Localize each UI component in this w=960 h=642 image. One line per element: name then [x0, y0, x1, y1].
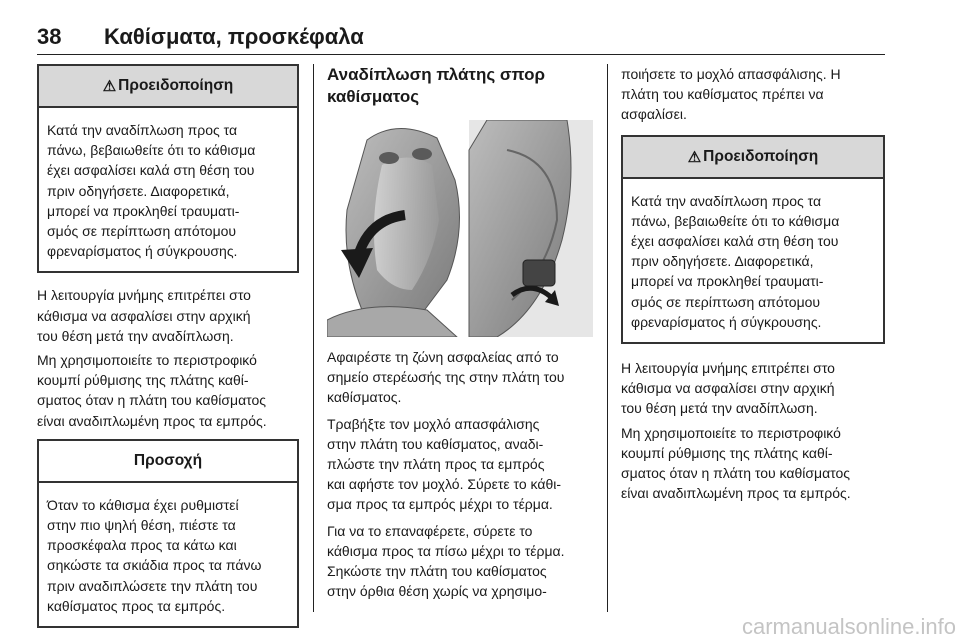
heading-line: καθίσματος — [327, 87, 420, 106]
warning-box — [37, 64, 299, 273]
text-line: Όταν το κάθισμα έχει ρυθμιστεί — [47, 496, 239, 513]
text-line: είναι αναδιπλωμένη προς τα εμπρός. — [37, 412, 267, 429]
text-line: καθίσματος προς τα εμπρός. — [47, 597, 226, 614]
text-line: πριν οδηγήσετε. Διαφορετικά, — [631, 253, 814, 270]
seat-illustration-svg — [327, 120, 593, 337]
text-line: στην πλάτη του καθίσματος, αναδι- — [327, 435, 544, 452]
text-line: σηκώστε τα σκιάδια προς τα πάνω — [47, 557, 262, 574]
text-line: Η λειτουργία μνήμης επιτρέπει στο — [37, 287, 251, 304]
column-divider — [607, 64, 608, 612]
text-line: μπορεί να προκληθεί τραυματι- — [631, 273, 824, 290]
memory-function-paragraph — [621, 358, 885, 419]
text-line: σμα προς τα εμπρός μέχρι το τέρμα. — [327, 496, 553, 513]
text-line: πάνω, βεβαιωθείτε ότι το κάθισμα — [631, 212, 840, 229]
warning-box-body — [39, 108, 297, 271]
text-line: σμός σε περίπτωση απότομου — [47, 223, 237, 240]
fold-forward-paragraph — [327, 414, 593, 515]
text-line: Η λειτουργία μνήμης επιτρέπει στο — [621, 360, 835, 377]
text-line: κουμπί ρύθμισης της πλάτης καθί- — [621, 444, 833, 461]
page-header — [37, 16, 885, 56]
restore-paragraph — [327, 521, 593, 602]
text-line: πάνω, βεβαιωθείτε ότι το κάθισμα — [47, 142, 256, 159]
text-line: πριν αναδιπλώσετε την πλάτη του — [47, 577, 258, 594]
warning-box-body — [623, 179, 883, 342]
section-title: Καθίσματα, προσκέφαλα — [104, 24, 364, 49]
text-line: μπορεί να προκληθεί τραυματι- — [47, 202, 240, 219]
header-rule — [37, 54, 885, 55]
memory-function-paragraph — [37, 285, 299, 346]
text-line: Κατά την αναδίπλωση προς τα — [47, 122, 238, 138]
warning-title: Προειδοποίηση — [118, 77, 234, 94]
text-line: σημείο στερέωσής της στην πλάτη του — [327, 369, 565, 386]
rotary-knob-paragraph — [621, 423, 885, 504]
seat-folding-illustration — [327, 120, 593, 337]
text-line: στην πιο ψηλή θέση, πιέστε τα — [47, 517, 236, 534]
text-line: Αφαιρέστε τη ζώνη ασφαλείας από το — [327, 349, 559, 365]
page-number: 38 — [37, 24, 62, 49]
caution-title: Προσοχή — [133, 451, 203, 469]
text-line: Κατά την αναδίπλωση προς τα — [631, 192, 822, 209]
remove-belt-paragraph — [327, 347, 593, 408]
text-line: πριν οδηγήσετε. Διαφορετικά, — [47, 182, 230, 199]
text-line: κάθισμα να ασφαλίσει στην αρχική — [37, 307, 251, 324]
text-line: Μη χρησιμοποιείτε το περιστροφικό — [621, 424, 841, 441]
text-line: του θέση μετά την αναδίπλωση. — [621, 400, 818, 417]
text-line: ασφαλίσει. — [621, 106, 687, 123]
text-line: σματος όταν η πλάτη του καθίσματος — [621, 465, 851, 482]
heading-line: Αναδίπλωση πλάτης σπορ — [327, 65, 546, 84]
text-line: Μη χρησιμοποιείτε το περιστροφικό — [37, 352, 257, 369]
watermark: carmanualsonline.info — [741, 614, 956, 639]
text-line: και αφήστε τον μοχλό. Σύρετε το κάθι- — [327, 476, 562, 493]
caution-box-header — [39, 441, 297, 483]
text-line: είναι αναδιπλωμένη προς τα εμπρός. — [621, 485, 851, 502]
text-line: φρεναρίσματος ή σύγκρουσης. — [631, 313, 822, 330]
column-left — [37, 64, 299, 640]
text-line: Σηκώστε την πλάτη του καθίσματος — [327, 563, 547, 580]
headrest-cutout — [412, 148, 432, 160]
text-line: φρεναρίσματος ή σύγκρουσης. — [47, 243, 238, 260]
text-line: Τραβήξτε τον μοχλό απασφάλισης — [327, 415, 540, 432]
text-line: ποιήσετε το μοχλό απασφάλισης. Η — [621, 66, 841, 82]
text-line: πλώστε την πλάτη προς τα εμπρός — [327, 456, 545, 473]
column-right — [621, 64, 885, 507]
text-line: καθίσματος. — [327, 389, 402, 406]
release-lever-icon — [523, 260, 555, 286]
headrest-cutout — [379, 152, 399, 164]
text-line: προσκέφαλα προς τα κάτω και — [47, 537, 237, 554]
text-line: Για να το επαναφέρετε, σύρετε το — [327, 522, 533, 539]
text-line: πλάτη του καθίσματος πρέπει να — [621, 86, 824, 103]
text-line: κάθισμα να ασφαλίσει στην αρχική — [621, 380, 835, 397]
column-divider — [313, 64, 314, 612]
warning-box-header — [623, 137, 883, 179]
text-line: του θέση μετά την αναδίπλωση. — [37, 327, 234, 344]
text-line: κάθισμα προς τα πίσω μέχρι το τέρμα. — [327, 542, 565, 559]
warning-triangle-icon: ⚠ — [687, 148, 702, 166]
subsection-heading — [327, 64, 593, 108]
text-line: σμός σε περίπτωση απότομου — [631, 293, 821, 310]
warning-title: Προειδοποίηση — [703, 147, 819, 165]
warning-box-header — [39, 66, 297, 108]
continued-paragraph — [621, 64, 885, 125]
text-line: έχει ασφαλίσει καλά στη θέση του — [631, 233, 839, 250]
text-line: έχει ασφαλίσει καλά στη θέση του — [47, 162, 255, 179]
column-middle — [327, 64, 593, 605]
text-line: στην όρθια θέση χωρίς να χρησιμο- — [327, 583, 547, 600]
rotary-knob-paragraph — [37, 350, 299, 431]
caution-box-body — [39, 483, 297, 626]
text-line: κουμπί ρύθμισης της πλάτης καθί- — [37, 372, 249, 389]
caution-box — [37, 439, 299, 628]
text-line: σματος όταν η πλάτη του καθίσματος — [37, 392, 267, 409]
warning-triangle-icon: ⚠ — [102, 78, 117, 95]
seat-cushion — [327, 307, 457, 337]
warning-box — [621, 135, 885, 344]
